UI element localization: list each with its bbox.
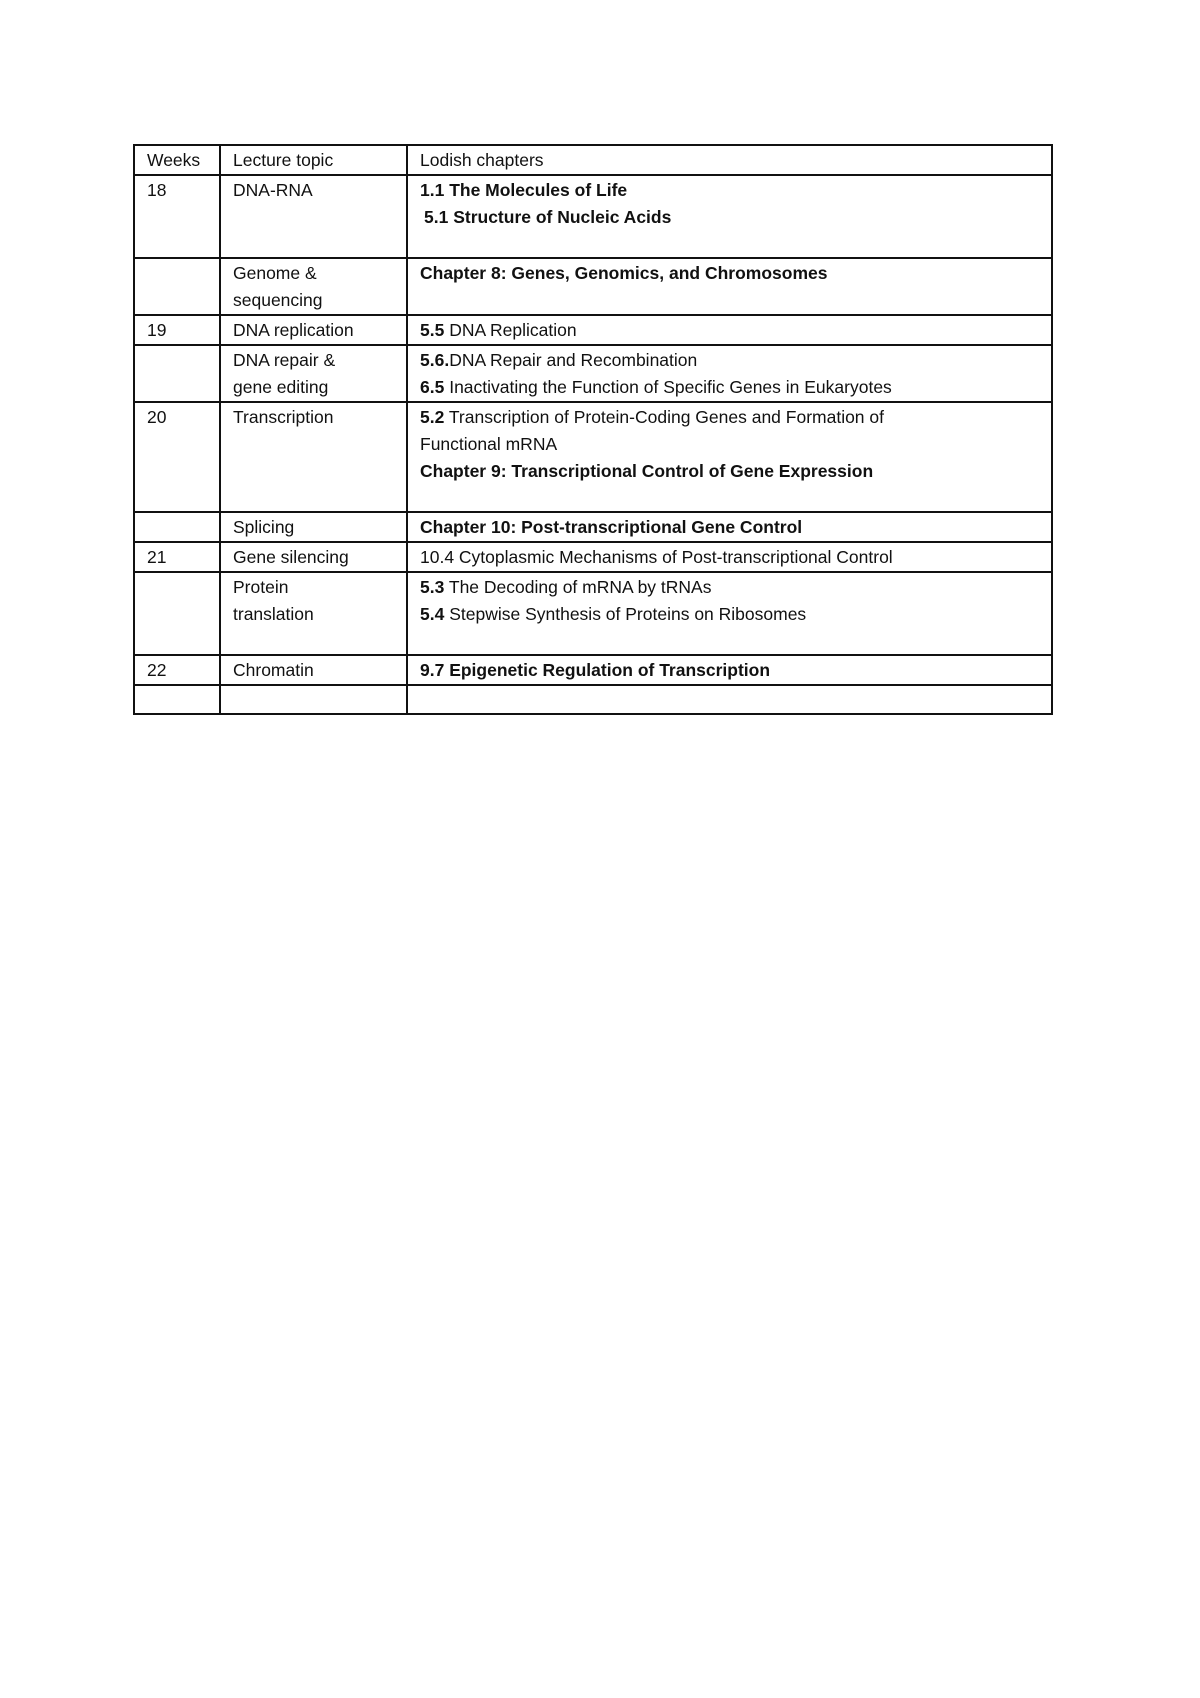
section-number: 5.5 [420, 320, 445, 340]
topic-line: DNA replication [233, 320, 354, 340]
topic-cell [220, 175, 407, 258]
topic-line: Splicing [233, 517, 295, 537]
topic-line: DNA-RNA [233, 180, 313, 200]
chapter-line [420, 317, 1039, 344]
header-lodish-chapters: Lodish chapters [407, 145, 1052, 175]
table-row-empty [134, 685, 1052, 714]
week-cell [134, 512, 220, 542]
week-cell: 19 [134, 315, 220, 345]
chapters-cell [407, 542, 1052, 572]
chapter-line [420, 404, 1039, 431]
table-header-row [134, 145, 1052, 175]
section-title: Stepwise Synthesis of Proteins on Ribosomes [449, 604, 807, 624]
week-cell: 22 [134, 655, 220, 685]
topic-line: Chromatin [233, 660, 314, 680]
topic-cell [220, 655, 407, 685]
chapter-line [420, 347, 1039, 374]
section-title: DNA Replication [449, 320, 577, 340]
lecture-schedule-table [133, 144, 1053, 715]
table-row [134, 402, 1052, 512]
chapters-cell [407, 315, 1052, 345]
table-row [134, 175, 1052, 258]
chapter-line: Chapter 10: Post-transcriptional Gene Control [420, 517, 803, 537]
topic-cell [220, 315, 407, 345]
table-row [134, 258, 1052, 315]
section-title: DNA Repair and Recombination [449, 350, 698, 370]
topic-line: Genome & [233, 263, 317, 283]
topic-cell [220, 402, 407, 512]
table-row [134, 345, 1052, 402]
section-title: Inactivating the Function of Specific Genes in Eukaryotes [449, 377, 892, 397]
chapter-line [420, 601, 1039, 628]
section-number: 5.4 [420, 604, 445, 624]
chapter-line: Chapter 9: Transcriptional Control of Gene Expression [420, 461, 874, 481]
chapter-line: 9.7 Epigenetic Regulation of Transcription [420, 660, 771, 680]
chapter-line: 1.1 The Molecules of Life [420, 180, 628, 200]
chapter-line [420, 574, 1039, 601]
topic-cell [220, 512, 407, 542]
chapter-line: 5.1 Structure of Nucleic Acids [424, 207, 672, 227]
header-lecture-topic: Lecture topic [220, 145, 407, 175]
topic-line: Protein [233, 577, 289, 597]
table-row [134, 572, 1052, 655]
chapters-cell [407, 512, 1052, 542]
topic-line: translation [233, 604, 314, 624]
chapters-cell [407, 345, 1052, 402]
table-row [134, 542, 1052, 572]
section-number: 5.3 [420, 577, 445, 597]
table-row [134, 655, 1052, 685]
section-number: 6.5 [420, 377, 445, 397]
topic-line: sequencing [233, 290, 323, 310]
chapters-cell [407, 572, 1052, 655]
topic-line: DNA repair & [233, 350, 336, 370]
week-cell [134, 685, 220, 714]
week-cell [134, 572, 220, 655]
topic-cell [220, 345, 407, 402]
topic-cell [220, 572, 407, 655]
section-title: The Decoding of mRNA by tRNAs [448, 577, 712, 597]
topic-cell [220, 542, 407, 572]
chapter-line [420, 374, 1039, 401]
topic-line: Gene silencing [233, 547, 349, 567]
week-cell: 18 [134, 175, 220, 258]
chapters-cell [407, 655, 1052, 685]
table-row [134, 512, 1052, 542]
chapters-cell [407, 258, 1052, 315]
chapter-line: Chapter 8: Genes, Genomics, and Chromosomes [420, 263, 828, 283]
section-title: Transcription of Protein-Coding Genes and Formation of [448, 407, 884, 427]
section-number: 5.6. [420, 350, 450, 370]
chapters-cell [407, 685, 1052, 714]
chapters-cell [407, 175, 1052, 258]
topic-line: Transcription [233, 407, 334, 427]
week-cell [134, 258, 220, 315]
topic-line: gene editing [233, 377, 329, 397]
header-weeks: Weeks [134, 145, 220, 175]
table-row [134, 315, 1052, 345]
topic-cell [220, 685, 407, 714]
topic-cell [220, 258, 407, 315]
week-cell [134, 345, 220, 402]
chapters-cell [407, 402, 1052, 512]
section-number: 5.2 [420, 407, 445, 427]
week-cell: 21 [134, 542, 220, 572]
chapter-line: Functional mRNA [420, 434, 558, 454]
chapter-line: 10.4 Cytoplasmic Mechanisms of Post-transcriptional Control [420, 547, 893, 567]
week-cell: 20 [134, 402, 220, 512]
